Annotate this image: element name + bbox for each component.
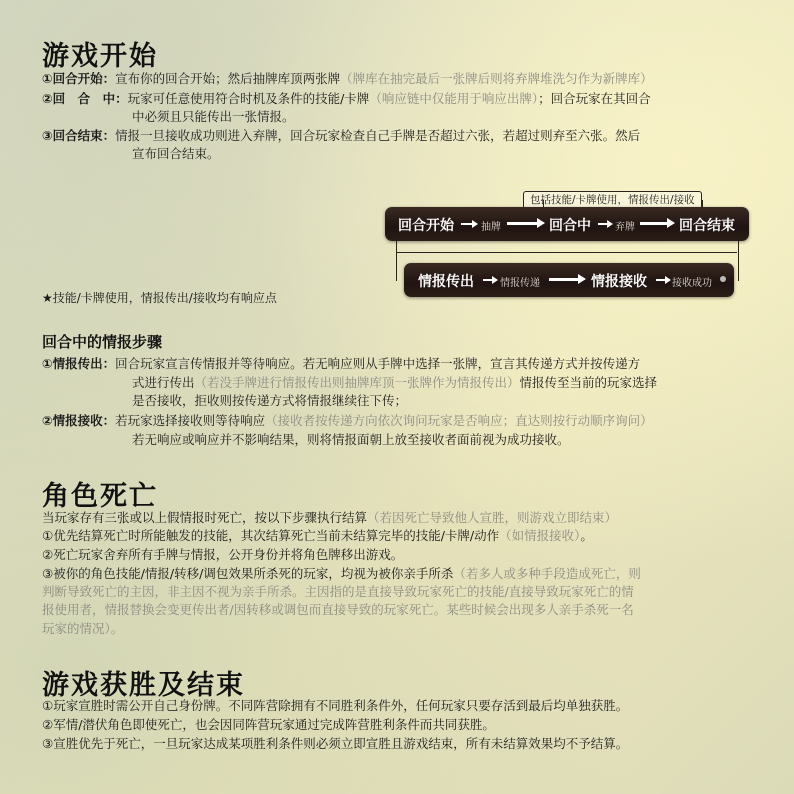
rule-text: 回合玩家宣言传情报并等待响应。若无响应则从手牌中选择一张牌，宣言其传递方式并按传递方 xyxy=(115,356,641,371)
flow-node-intel-recv: 情报接收 xyxy=(591,274,647,290)
rule-note: （若多人或多种手段造成死亡，则 xyxy=(453,566,641,581)
rule-intel-send xyxy=(42,355,640,373)
rule-note: （若因死亡导致他人宣胜，则游戏立即结束） xyxy=(367,510,618,525)
rule-intel-recv xyxy=(42,412,653,430)
flow-arrow-small xyxy=(461,223,473,225)
victory-line: ③宣胜优先于死亡，一旦玩家达成某项胜利条件则必须立即宣胜且游戏结束，所有未结算效果均不予结算。 xyxy=(42,736,629,751)
rule-text-tail: ；回合玩家在其回合 xyxy=(538,91,651,106)
section-title-death: 角色死亡 xyxy=(42,481,158,512)
rule-note: （牌库在抽完最后一张牌后则将弃牌堆洗匀作为新牌库） xyxy=(340,71,653,86)
rule-label: ①回合开始： xyxy=(42,71,116,86)
rule-text: ①优先结算死亡时所能触发的技能，其次结算死亡当前未结算完毕的技能/卡牌/动作 xyxy=(42,528,500,543)
rule-turn-end xyxy=(42,127,640,145)
rule-intel-send-cont xyxy=(132,374,657,392)
rule-label: ①情报传出： xyxy=(42,356,116,371)
rule-turn-end-cont: 宣布回合结束。 xyxy=(132,146,220,161)
death-line xyxy=(42,527,593,545)
flow-end-dot xyxy=(720,276,726,282)
rule-text: 宣布你的回合开始；然后抽牌库顶两张牌 xyxy=(115,71,341,86)
rule-label: ②情报接收： xyxy=(42,413,116,428)
victory-line: ②军情/潜伏角色即使死亡，也会因同阵营玩家通过完成阵营胜利条件而共同获胜。 xyxy=(42,717,495,732)
death-line xyxy=(42,565,641,583)
death-line: ②死亡玩家舍弃所有手牌与情报，公开身份并将角色牌移出游戏。 xyxy=(42,547,404,562)
rule-label: ③回合结束： xyxy=(42,128,116,143)
rule-note: （如情报接收） xyxy=(499,528,581,543)
flow-node-intel-send: 情报传出 xyxy=(418,274,474,290)
rule-text: 若玩家选择接收则等待响应 xyxy=(115,413,266,428)
flow-arrow-large xyxy=(640,222,668,225)
rule-text-tail: 。 xyxy=(580,528,593,543)
flow-bracket-top xyxy=(396,252,737,253)
section-title-victory: 游戏获胜及结束 xyxy=(42,670,245,701)
victory-line: ①玩家宣胜时需公开自己身份牌。不同阵营除拥有不同胜利条件外，任何玩家只要存活到最后均单独获胜。 xyxy=(42,698,629,713)
rule-note: （若没手牌进行情报传出则抽牌库顶一张牌作为情报传出） xyxy=(194,375,520,390)
rule-text-tail: 情报传至当前的玩家选择 xyxy=(519,375,658,390)
response-note: ★技能/卡牌使用，情报传出/接收均有响应点 xyxy=(42,291,277,305)
rule-text: 式进行传出 xyxy=(132,375,195,390)
flow-arrow-large xyxy=(507,222,538,225)
death-line xyxy=(42,509,617,527)
flow-label-pass: 情报传递 xyxy=(500,278,540,289)
flow-node-mid-turn: 回合中 xyxy=(549,218,591,234)
flow-label-draw: 抽牌 xyxy=(481,222,501,233)
rule-text: ③被你的角色技能/情报/转移/调包效果所杀死的玩家，均视为被你亲手所杀 xyxy=(42,566,454,581)
section-title-game-start: 游戏开始 xyxy=(42,41,158,72)
rule-intel-recv-cont: 若无响应或响应并不影响结果，则将情报面朝上放至接收者面前视为成功接收。 xyxy=(132,432,570,447)
rule-mid-turn-cont: 中必须且只能传出一张情报。 xyxy=(132,109,295,124)
flow-label-discard: 弃牌 xyxy=(615,222,635,233)
flow-note-box: 包括技能/卡牌使用，情报传出/接收 xyxy=(523,191,702,209)
rule-turn-start xyxy=(42,70,653,88)
death-note-line: 玩家的情况）。 xyxy=(42,621,124,636)
section-title-intel-steps: 回合中的情报步骤 xyxy=(42,333,163,351)
flow-arrow-small xyxy=(483,279,493,281)
rule-text: 情报一旦接收成功则进入弃牌，回合玩家检查自己手牌是否超过六张，若超过则弃至六张。然后 xyxy=(115,128,641,143)
flow-node-turn-start: 回合开始 xyxy=(398,218,454,234)
rule-note: （响应链中仅能用于响应出牌） xyxy=(369,91,539,106)
death-note-line: 报使用者，情报替换会变更传出者/因转移或调包而直接导致的玩家死亡。某些时候会出现多人亲手杀死一名 xyxy=(42,602,634,617)
flow-label-success: 接收成功 xyxy=(672,278,712,289)
rule-intel-send-cont: 是否接收，拒收则按传递方式将情报继续往下传； xyxy=(132,393,408,408)
flow-arrow-small xyxy=(598,223,608,225)
flow-arrow-large xyxy=(549,278,579,281)
death-note-line: 判断导致死亡的主因，非主因不视为亲手所杀。主因指的是直接导致玩家死亡的技能/直接导致玩家死亡的情 xyxy=(42,584,634,599)
rule-mid-turn xyxy=(42,90,651,108)
rule-text: 玩家可任意使用符合时机及条件的技能/卡牌 xyxy=(127,91,370,106)
rule-text: 当玩家存有三张或以上假情报时死亡，按以下步骤执行结算 xyxy=(42,510,368,525)
rule-label: ②回 合 中： xyxy=(42,91,128,106)
rule-note: （接收者按传递方向依次询问玩家是否响应；直达则按行动顺序询问） xyxy=(265,413,653,428)
flow-arrow-small xyxy=(656,279,666,281)
flow-node-turn-end: 回合结束 xyxy=(679,218,735,234)
